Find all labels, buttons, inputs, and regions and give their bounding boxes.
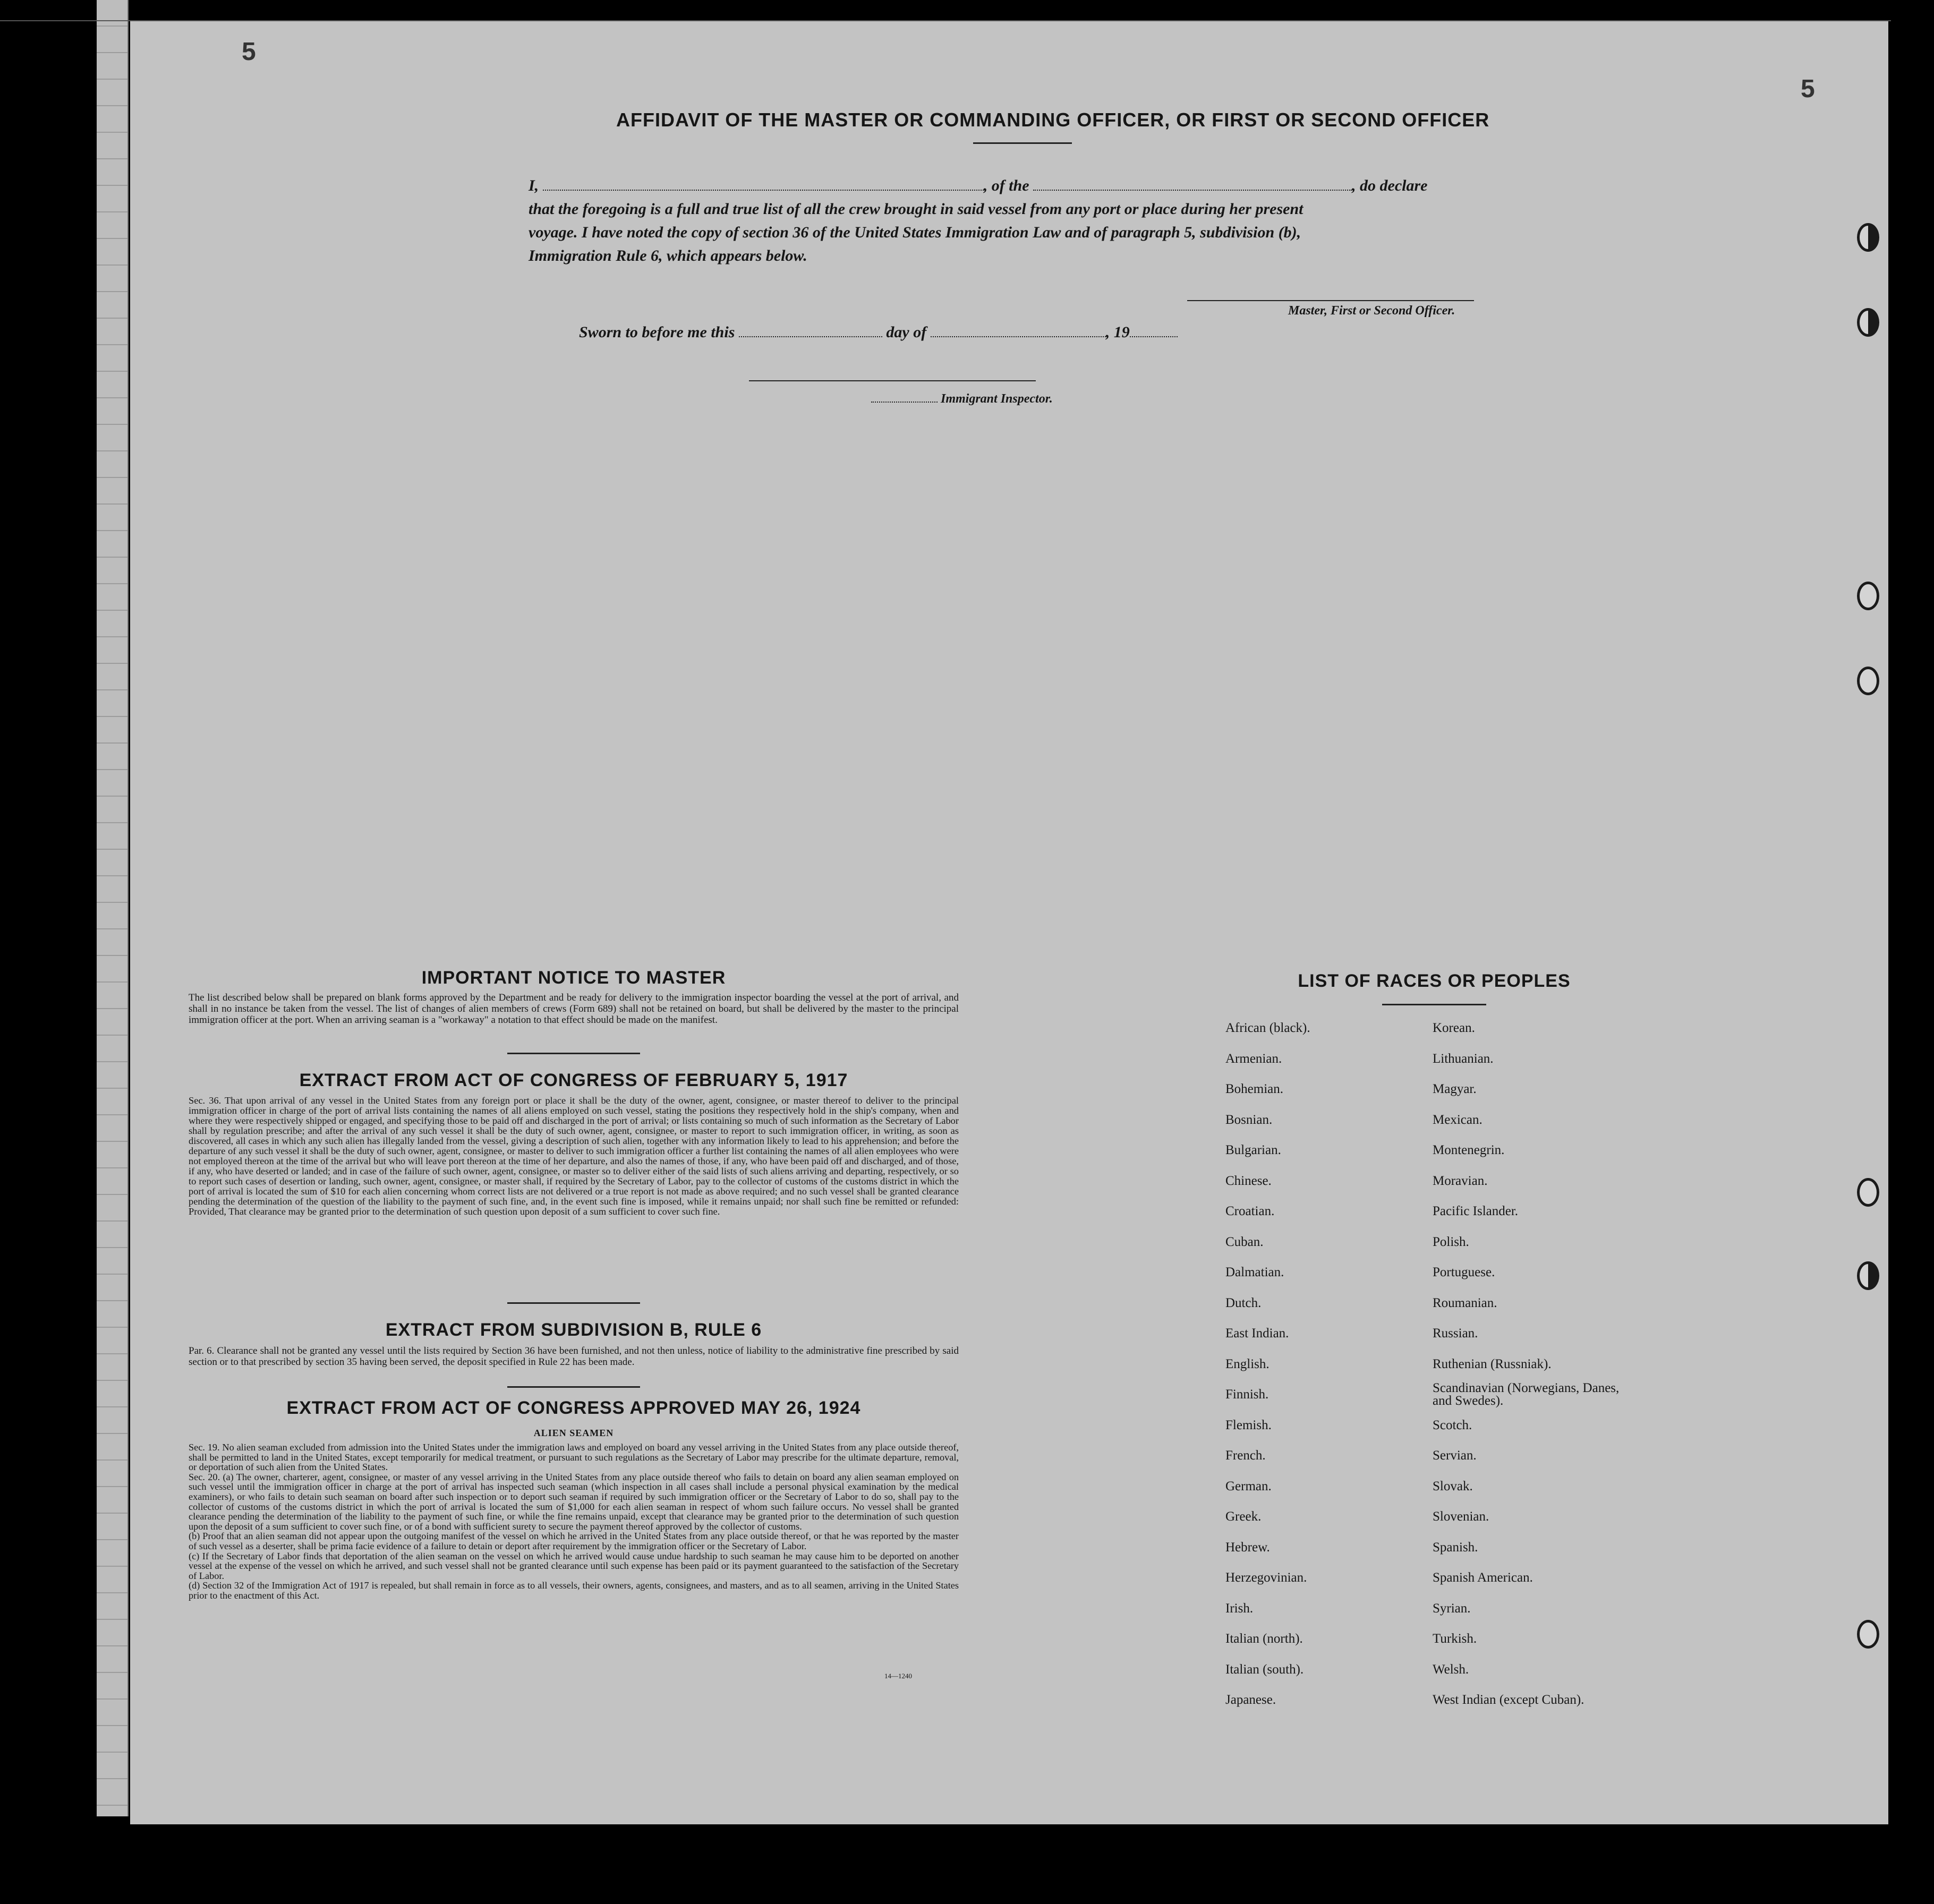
sec-20d: (d) Section 32 of the Immigration Act of 1917 is repealed, but shall remain in force as to all vessels, their owners, agents, consignees, and masters, and as to all seamen, arriving in the United States prior to the enactment of this Act.	[189, 1580, 959, 1601]
notice-title: IMPORTANT NOTICE TO MASTER	[421, 968, 726, 988]
race-item: Polish.	[1433, 1234, 1469, 1249]
sec-19: Sec. 19. No alien seaman excluded from admission into the United States under the immigration laws and employed on board any vessel arriving in the United States from any place outside thereof, shall be permitted to land in the United States, except temporarily for medical treatment, or pursuant to such regulations as the Secretary of Labor may prescribe for the ultimate departure, removal, or deportation of such alien from the United States.	[189, 1442, 959, 1473]
race-item: Hebrew.	[1225, 1540, 1270, 1555]
race-item: French.	[1225, 1448, 1266, 1463]
race-item: Bosnian.	[1225, 1112, 1273, 1127]
page-top-edge	[0, 20, 1891, 21]
race-item: Magyar.	[1433, 1082, 1477, 1096]
alien-seamen-subtitle: ALIEN SEAMEN	[533, 1428, 614, 1438]
race-item: Moravian.	[1433, 1173, 1488, 1188]
extract-rule6-title: EXTRACT FROM SUBDIVISION B, RULE 6	[385, 1320, 762, 1340]
extract-1924-body	[189, 1442, 959, 1601]
notice-text: The list described below shall be prepared on blank forms approved by the Department and be ready for delivery to the immigration inspector boarding the vessel at the port of arrival, and shall in no instance be taken from the vessel. The list of changes of alien members of crews (Form 689) shall not be retained on board, but shall be delivered by the master to the principal immigration officer at the port. When an arriving seaman is a "workaway" a notation to that effect should be made on the manifest.	[189, 992, 959, 1026]
affidavit-of-the: , of the	[983, 177, 1029, 194]
title-rule	[973, 142, 1072, 144]
affidavit-title: AFFIDAVIT OF THE MASTER OR COMMANDING OFFICER, OR FIRST OR SECOND OFFICER	[616, 109, 1490, 131]
race-item: Bohemian.	[1225, 1082, 1284, 1096]
race-item: Montenegrin.	[1433, 1143, 1505, 1157]
race-item: Mexican.	[1433, 1112, 1483, 1127]
master-label: Master, First or Second Officer.	[1288, 304, 1455, 318]
race-item: Scotch.	[1433, 1418, 1472, 1432]
page-number-mark-left: 5	[242, 38, 256, 66]
inspector-blank	[871, 394, 938, 403]
master-signature-line	[1187, 300, 1474, 301]
year-blank	[1130, 323, 1178, 337]
race-item: East Indian.	[1225, 1326, 1289, 1341]
race-item: Lithuanian.	[1433, 1051, 1494, 1066]
binder-hole	[1857, 308, 1879, 337]
affidavit-i: I,	[529, 177, 539, 194]
race-item: Roumanian.	[1433, 1295, 1497, 1310]
affidavit-line-2: that the foregoing is a full and true list of all the crew brought in said vessel from any port or place during her present	[529, 200, 1303, 218]
race-item: Scandinavian (Norwegians, Danes, and Swedes).	[1433, 1381, 1620, 1408]
affidavit-line-1	[529, 174, 1729, 198]
race-item: Bulgarian.	[1225, 1143, 1281, 1157]
section-rule	[507, 1053, 640, 1054]
race-item: Syrian.	[1433, 1601, 1471, 1616]
page-number-mark-right: 5	[1801, 75, 1815, 103]
race-item: Italian (north).	[1225, 1632, 1303, 1646]
year-prefix: , 19	[1105, 323, 1130, 341]
extract-1924-title: EXTRACT FROM ACT OF CONGRESS APPROVED MAY 26, 1924	[286, 1398, 861, 1418]
race-item: West Indian (except Cuban).	[1433, 1693, 1584, 1707]
day-of-text: day of	[886, 323, 927, 341]
name-blank	[543, 177, 984, 191]
race-item: Slovenian.	[1433, 1509, 1489, 1524]
race-item: Turkish.	[1433, 1632, 1477, 1646]
inspector-signature-line	[749, 380, 1036, 381]
race-item: Flemish.	[1225, 1418, 1272, 1432]
race-item: English.	[1225, 1356, 1270, 1371]
race-item: Croatian.	[1225, 1204, 1275, 1218]
race-item: Herzegovinian.	[1225, 1570, 1307, 1585]
race-item: Spanish American.	[1433, 1570, 1533, 1585]
races-title: LIST OF RACES OR PEOPLES	[1298, 971, 1571, 991]
race-item: Servian.	[1433, 1448, 1477, 1463]
race-item: Japanese.	[1225, 1693, 1276, 1707]
affidavit-line-4: Immigration Rule 6, which appears below.	[529, 247, 807, 264]
race-item: Greek.	[1225, 1509, 1262, 1524]
race-item: Welsh.	[1433, 1662, 1469, 1677]
inspector-label: Immigrant Inspector.	[941, 392, 1053, 406]
sworn-text: Sworn to before me this	[579, 323, 735, 341]
affidavit-line-3: voyage. I have noted the copy of section 36 of the United States Immigration Law and of paragraph 5, subdivision (b),	[529, 224, 1301, 241]
affidavit-text	[529, 174, 1729, 268]
binder-hole	[1857, 1620, 1879, 1649]
section-rule	[507, 1386, 640, 1388]
race-item: Portuguese.	[1433, 1265, 1495, 1279]
race-item: Ruthenian (Russniak).	[1433, 1356, 1552, 1371]
left-binding-strip	[97, 0, 129, 1816]
race-item: Italian (south).	[1225, 1662, 1304, 1677]
race-item: Dalmatian.	[1225, 1265, 1284, 1279]
binder-hole	[1857, 1261, 1879, 1290]
extract-1917-text: Sec. 36. That upon arrival of any vessel in the United States from any foreign port or place it shall be the duty of the owner, agent, consignee, or master thereof to deliver to the principal immigration officer in charge of the port of arrival lists containing the names of all aliens employed on such vessel, stating the positions they respectively hold in the ship's company, when and where they were respectively shipped or engaged, and specifying those to be paid off and discharged in the port of arrival; or lists containing so much of such information as the Secretary of Labor shall by regulation prescribe; and after the arrival of any such vessel it shall be the duty of such owner, agent, consignee, or master to report to such immigration officer, in writing, as soon as discovered, all cases in which any such alien has illegally landed from the vessel, giving a description of such alien, together with any information likely to lead to his apprehension; and before the departure of any such vessel it shall be the duty of such owner, agent, consignee, or master to deliver to such immigration officer a further list containing the names of all alien employees who were not employed thereon at the time of the arrival but who will leave port thereon at the time of her departure, and also the names of those, if any, who have been paid off and discharged, and of those, if any, who have deserted or landed; and in case of the failure of such owner, agent, consignee, or master so to deliver either of the said lists of such aliens arriving and departing, respectively, or so to report such cases of desertion or landing, such owner, agent, consignee, or master shall, if required by the Secretary of Labor, pay to the collector of customs of the customs district in which the port of arrival is located the sum of $10 for each alien concerning whom correct lists are not delivered or a true report is not made as above required; and no such vessel shall be granted clearance pending the determination of the question of the liability to the payment of such fine, and, in the event such fine is imposed, while it remains unpaid; nor shall such fine be remitted or refunded: Provided, That clearance may be granted prior to the determination of such question upon deposit of a sum sufficient to cover such fine.	[189, 1095, 959, 1217]
race-item: Pacific Islander.	[1433, 1204, 1519, 1218]
binder-hole	[1857, 223, 1879, 252]
race-item: Slovak.	[1433, 1479, 1473, 1493]
race-item: Armenian.	[1225, 1051, 1282, 1066]
race-item: Dutch.	[1225, 1295, 1262, 1310]
races-rule	[1382, 1004, 1486, 1005]
binder-hole	[1857, 582, 1879, 610]
month-blank	[931, 323, 1106, 337]
inspector-line	[871, 392, 1053, 406]
binder-hole	[1857, 667, 1879, 695]
race-item: African (black).	[1225, 1021, 1310, 1035]
race-item: Cuban.	[1225, 1234, 1264, 1249]
race-item: Irish.	[1225, 1601, 1254, 1616]
race-item: German.	[1225, 1479, 1272, 1493]
section-rule	[507, 1302, 640, 1304]
binder-hole	[1857, 1178, 1879, 1207]
race-item: Chinese.	[1225, 1173, 1272, 1188]
vessel-blank	[1033, 177, 1352, 191]
race-item: Korean.	[1433, 1021, 1475, 1035]
day-blank	[739, 323, 882, 337]
extract-rule6-text: Par. 6. Clearance shall not be granted any vessel until the lists required by Section 36 have been furnished, and not then unless, notice of liability to the administrative fine prescribed by said section or to that prescribed by section 35 having been served, the deposit specified in Rule 22 has been made.	[189, 1345, 959, 1368]
race-item: Spanish.	[1433, 1540, 1478, 1555]
sec-20b: (b) Proof that an alien seaman did not appear upon the outgoing manifest of the vessel on which he arrived in the United States from any place outside thereof, or that he was reported by the master of such vessel as a deserter, shall be prima facie evidence of a failure to detain or deport after requirement by the immigration officer or the Secretary of Labor.	[189, 1531, 959, 1551]
race-item: Finnish.	[1225, 1387, 1269, 1402]
sec-20a: Sec. 20. (a) The owner, charterer, agent, consignee, or master of any vessel arriving in the United States from any place outside thereof who fails to detain on board any alien seaman employed on such vessel until the immigration officer in charge at the port of arrival has inspected such seaman (which inspection in all cases shall include a personal physical examination by the medical examiners), or who fails to detain such seaman on board after such inspection or to deport such seaman if required by such immigration officer or the Secretary of Labor to do so, shall pay to the collector of customs of the customs district in which the port of arrival is located the sum of $1,000 for each alien seaman in respect of whom such failure occurs. No vessel shall be granted clearance pending the determination of the liability to the payment of such fine, or while the fine remains unpaid, except that clearance may be granted prior to the determination of such question upon the deposit of a sum sufficient to cover such fine, or of a bond with sufficient surety to secure the payment thereof approved by the collector of customs.	[189, 1471, 959, 1532]
sec-20c: (c) If the Secretary of Labor finds that deportation of the alien seaman on the vessel on which he arrived would cause undue hardship to such seaman he may cause him to be deported on another vessel at the expense of the vessel on which he arrived, and such vessel shall not be granted clearance until such expense has been paid or its payment guaranteed to the satisfaction of the Secretary of Labor.	[189, 1550, 959, 1581]
form-number: 14—1240	[884, 1672, 912, 1680]
extract-1917-title: EXTRACT FROM ACT OF CONGRESS OF FEBRUARY 5, 1917	[299, 1070, 848, 1090]
sworn-line	[579, 321, 1178, 344]
affidavit-do-declare: , do declare	[1352, 177, 1428, 194]
race-item: Russian.	[1433, 1326, 1478, 1341]
